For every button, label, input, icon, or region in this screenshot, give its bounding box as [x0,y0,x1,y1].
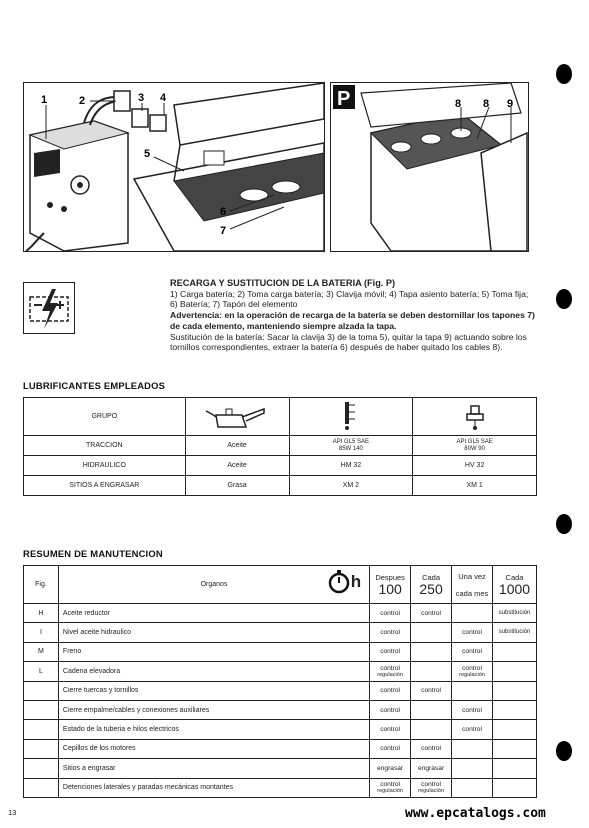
table-row [24,739,537,758]
lub-spec-cell: XM 2 [289,476,413,496]
interval-action: control [421,687,441,695]
interval-action-secondary: regulación [377,671,404,678]
fig-cell: M [24,642,59,661]
oil-can-icon [202,401,272,431]
interval-cell [411,778,452,797]
interval-cell [370,681,411,700]
table-row [24,700,537,719]
lub-type-cell: Aceite [185,456,289,476]
interval-cell [493,642,537,661]
interval-action: control [380,648,401,656]
organos-label: Organos [200,581,228,588]
interval-cell [452,700,493,719]
callout-7: 7 [220,225,227,237]
table-row [24,720,537,739]
lub-group-cell: SITIOS A ENGRASAR [24,476,186,496]
organ-cell: Cepillos de los motores [58,739,369,758]
interval-cell [493,623,537,642]
interval-cell [452,778,493,797]
interval-cell [493,720,537,739]
lub-spec-cell: API GL5 SAE 80W 90 [413,436,537,456]
interval-action: engrasar [418,764,445,772]
interval-cell [411,720,452,739]
binder-hole [556,514,572,534]
col-header-monthly: Una vez cada mes [452,566,493,604]
organ-cell: Estado de la tuberia e hilos electricos [58,720,369,739]
battery-legend: 1) Carga batería; 2) Toma carga batería; 3) Clavija móvil; 4) Tapa asiento batería; 5) Toma fija; 6) Batería; 7) Tapón del elemento [170,288,529,310]
interval-action: control [380,726,401,734]
stopwatch-icon [328,570,350,594]
watermark: www.epcatalogs.com [405,806,546,821]
interval-cell [411,700,452,719]
callout-6: 6 [220,206,227,218]
battery-warning-box [23,282,75,334]
interval-cell [411,662,452,681]
interval-action: control [380,609,401,617]
interval-action: control [462,648,482,656]
interval-action: engrasar [377,764,404,772]
callout-5: 5 [144,148,151,160]
figure-left-panel [23,82,325,252]
table-row [24,759,537,778]
organ-cell: Aceite reductor [58,604,369,623]
callout-1: 1 [41,94,48,106]
lubricants-table [23,397,537,496]
interval-cell [452,604,493,623]
interval-cell [493,604,537,623]
interval-cell [370,662,411,681]
interval-cell [411,759,452,778]
hour-symbol: h [350,572,362,591]
col-header-250: Cada 250 [411,566,452,604]
lub-spec-cell: HV 32 [413,456,537,476]
gear-oil-icon [455,400,495,432]
interval-action: control [462,629,482,637]
interval-cell [411,642,452,661]
interval-cell [370,720,411,739]
lub-spec-cell: API GL5 SAE 85W 140 [289,436,413,456]
lub-group-cell: TRACCION [24,436,186,456]
interval-action: control [380,687,401,695]
battery-section-title: RECARGA Y SUSTITUCION DE LA BATERIA (Fig. P) [170,278,396,288]
interval-cell [411,739,452,758]
interval-cell [452,662,493,681]
interval-action: control [380,629,401,637]
interval-cell [452,623,493,642]
fig-cell [24,720,59,739]
fig-cell: I [24,623,59,642]
battery-compartment-illustration [331,83,528,251]
lubricants-title: LUBRIFICANTES EMPLEADOS [23,380,166,391]
lub-group-cell: HIDRAULICO [24,456,186,476]
callout-9: 9 [507,98,514,110]
interval-cell [411,604,452,623]
col-header-1000: Cada 1000 [493,566,537,604]
interval-cell [452,720,493,739]
callout-8b: 8 [483,98,490,110]
fig-cell [24,759,59,778]
lub-spec-cell: HM 32 [289,456,413,476]
interval-action: control [421,745,441,753]
figure-right-panel [330,82,529,252]
oil-gauge-icon [331,400,371,432]
interval-cell [493,662,537,681]
interval-action-secondary: regulación [418,787,444,794]
interval-action: substitución [498,629,531,636]
interval-cell [493,681,537,700]
table-row [24,778,537,797]
fig-cell: L [24,662,59,681]
binder-hole [556,741,572,761]
binder-hole [556,289,572,309]
fig-cell [24,739,59,758]
interval-cell [493,700,537,719]
table-row [24,604,537,623]
interval-cell [370,623,411,642]
interval-action: control [380,745,401,753]
interval-cell [370,739,411,758]
interval-action-secondary: regulación [377,787,404,794]
organ-cell: Freno [58,642,369,661]
organ-cell: Nivel aceite hidraulico [58,623,369,642]
interval-action-secondary: regulación [459,671,485,678]
battery-instructions [170,278,538,353]
interval-cell [370,700,411,719]
organ-cell: Sitios a engrasar [58,759,369,778]
col-header-organos [58,566,369,604]
interval-cell [452,759,493,778]
fig-cell [24,700,59,719]
lub-header-gauge [289,398,413,436]
col-header-100: Despues 100 [370,566,411,604]
lub-header-oilcan [185,398,289,436]
table-row [24,681,537,700]
maintenance-table [23,565,537,798]
interval-action: substitución [498,609,531,616]
organ-cell: Detenciones laterales y paradas mecánicas montantes [58,778,369,797]
interval-action: control [380,706,401,714]
organ-cell: Cierre tuercas y tornillos [58,681,369,700]
interval-cell [370,604,411,623]
maintenance-title: RESUMEN DE MANUTENCION [23,548,163,559]
figure-letter: P [337,88,351,110]
lub-spec-cell: XM 1 [413,476,537,496]
interval-action: control [462,726,482,734]
page-number: 13 [8,808,17,817]
binder-hole [556,64,572,84]
interval-action: control [380,664,401,672]
table-row [24,662,537,681]
fig-cell [24,681,59,700]
interval-cell [411,681,452,700]
organ-cell: Cadena elevadora [58,662,369,681]
fig-cell [24,778,59,797]
interval-action: control [421,609,441,617]
interval-action: control [421,780,441,788]
interval-cell [370,759,411,778]
interval-cell [452,739,493,758]
battery-lightning-icon [24,283,74,333]
organ-cell: Cierre empalme/cables y conexiones auxiliares [58,700,369,719]
interval-cell [452,681,493,700]
lub-header-gear [413,398,537,436]
interval-cell [493,739,537,758]
callout-4: 4 [160,92,167,104]
col-header-fig: Fig. [24,566,59,604]
interval-cell [493,778,537,797]
lub-type-cell: Grasa [185,476,289,496]
battery-warning: Advertencia: en la operación de recarga de la batería se deben destornillar los tapones 7) de cada elemento, manteniendo siempre alzada la tapa. [170,310,535,331]
interval-cell [370,778,411,797]
callout-2: 2 [79,95,86,107]
lub-header-group: GRUPO [24,398,186,436]
table-row [24,623,537,642]
callout-3: 3 [138,92,145,104]
interval-cell [370,642,411,661]
interval-cell [452,642,493,661]
interval-action: control [462,664,482,672]
interval-cell [411,623,452,642]
lub-type-cell: Aceite [185,436,289,456]
table-row [24,642,537,661]
battery-charger-illustration [24,83,324,251]
interval-action: control [462,706,482,714]
interval-cell [493,759,537,778]
fig-cell: H [24,604,59,623]
hour-meter [328,570,361,594]
interval-action: control [380,780,401,788]
battery-replacement: Sustitución de la batería: Sacar la clavija 3) de la toma 5), quitar la tapa 9) actuando sobre los tornillos correspondientes, extraer la batería 6) después de haber quitado los cables 8). [170,331,527,353]
callout-8a: 8 [455,98,462,110]
